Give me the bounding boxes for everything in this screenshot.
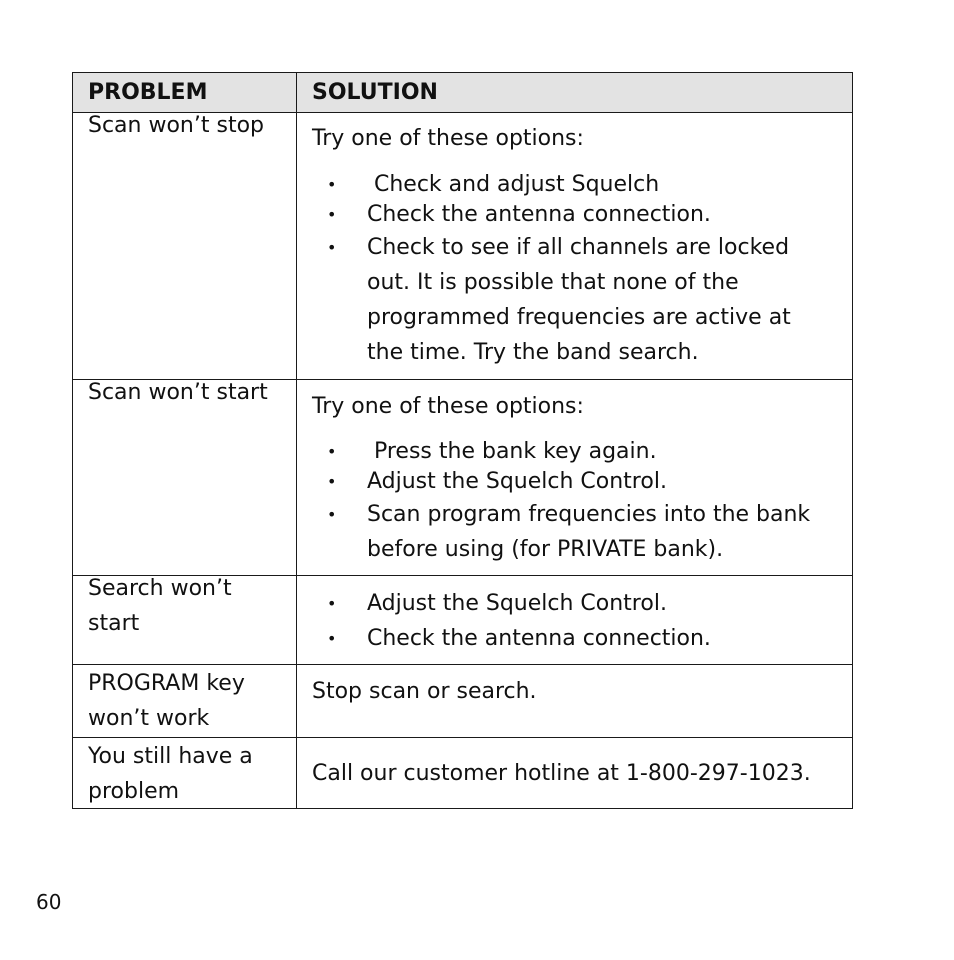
solution-cell <box>297 113 852 379</box>
bullet-icon: • <box>327 629 337 648</box>
problem-cell: You still have a problem <box>88 744 253 804</box>
solution-list <box>297 437 852 567</box>
table-row <box>73 379 852 575</box>
solution-cell <box>297 380 852 575</box>
solution-list <box>297 586 852 656</box>
troubleshooting-table <box>72 72 853 809</box>
problem-cell: PROGRAM key won’t work <box>88 671 245 731</box>
list-item: • Check and adjust Squelch <box>297 170 852 200</box>
list-item: • Check to see if all channels are locked out. It is possible that none of the programmed frequencies are active at the time. Try the band search. <box>297 230 852 370</box>
bullet-icon: • <box>327 442 337 461</box>
header-solution: SOLUTION <box>312 80 438 105</box>
list-item: • Press the bank key again. <box>297 437 852 467</box>
table-header-row <box>73 73 852 112</box>
solution-cell <box>297 738 852 808</box>
solution-intro: Try one of these options: <box>312 126 584 151</box>
problem-cell: Scan won’t stop <box>88 113 264 138</box>
list-item: • Adjust the Squelch Control. <box>297 467 852 497</box>
bullet-icon: • <box>327 175 337 194</box>
list-item: • Scan program frequencies into the bank before using (for PRIVATE bank). <box>297 497 852 567</box>
bullet-icon: • <box>327 238 337 257</box>
problem-cell: Search won’t start <box>88 576 232 636</box>
table-row <box>73 664 852 737</box>
page-number: 60 <box>36 890 62 914</box>
solution-cell <box>297 576 852 664</box>
table-row <box>73 737 852 808</box>
bullet-icon: • <box>327 472 337 491</box>
bullet-icon: • <box>327 594 337 613</box>
solution-text: Call our customer hotline at 1-800-297-1023. <box>312 761 811 786</box>
solution-text: Stop scan or search. <box>312 679 537 704</box>
table-row <box>73 575 852 664</box>
bullet-icon: • <box>327 205 337 224</box>
bullet-icon: • <box>327 505 337 524</box>
solution-list <box>297 170 852 370</box>
table-row <box>73 112 852 379</box>
solution-intro: Try one of these options: <box>312 394 584 419</box>
solution-cell <box>297 665 852 737</box>
list-item: • Check the antenna connection. <box>297 621 852 656</box>
header-problem: PROBLEM <box>73 73 297 112</box>
list-item: • Adjust the Squelch Control. <box>297 586 852 621</box>
problem-cell: Scan won’t start <box>88 380 268 405</box>
list-item: • Check the antenna connection. <box>297 200 852 230</box>
